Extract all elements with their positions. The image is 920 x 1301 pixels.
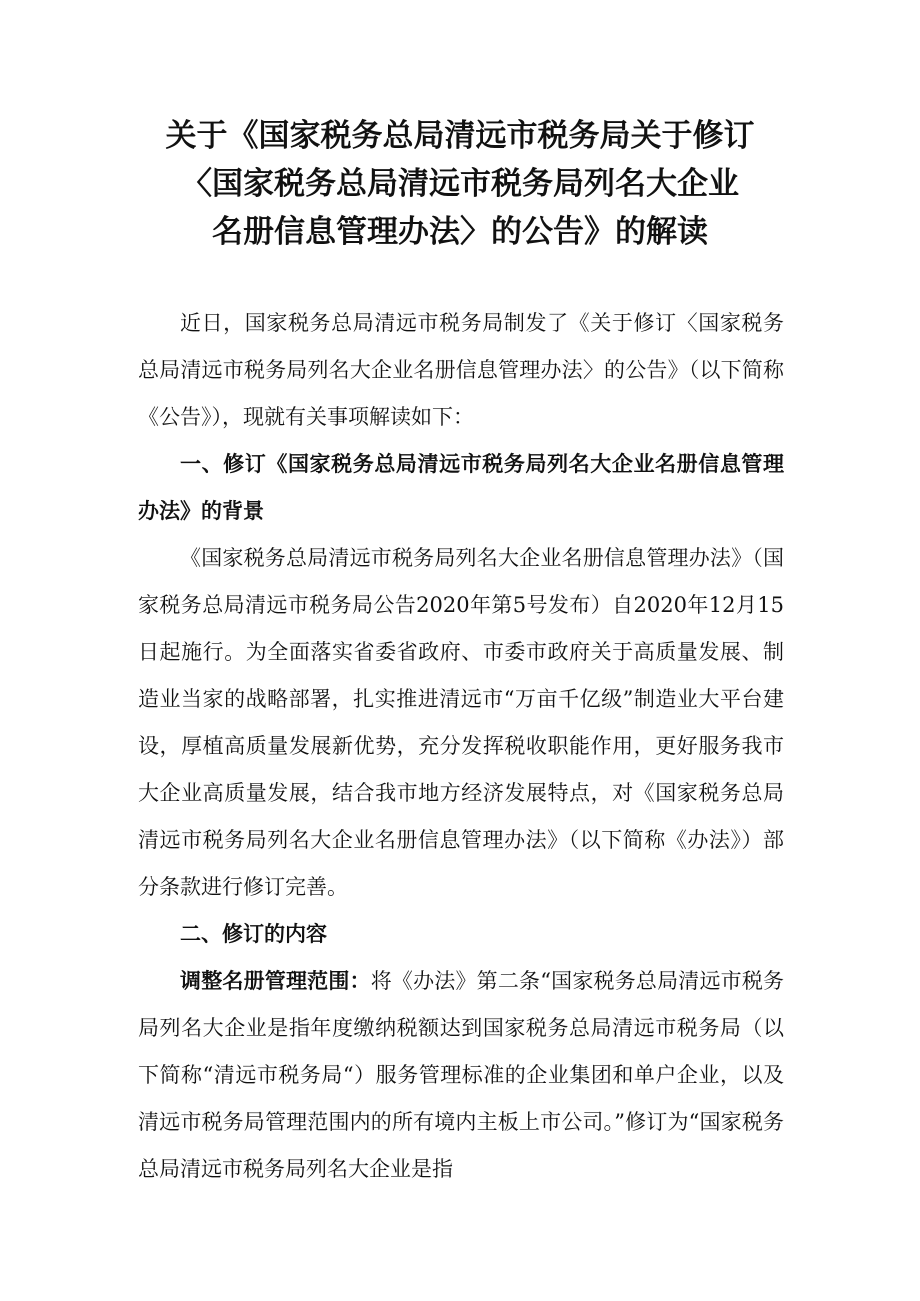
title-line-3: 名册信息管理办法〉的公告》的解读 — [212, 214, 708, 250]
section-1-heading: 一、修订《国家税务总局清远市税务局列名大企业名册信息管理办法》的背景 — [138, 452, 784, 523]
intro-paragraph: 近日，国家税务总局清远市税务局制发了《关于修订〈国家税务总局清远市税务局列名大企业名册信息管理办法〉的公告》（以下简称《公告》），现就有关事项解读如下： — [138, 311, 784, 429]
section-2-heading: 二、修订的内容 — [180, 922, 327, 946]
title-line-2: 〈国家税务总局清远市税务局列名大企业 — [181, 166, 739, 202]
section-1-paragraph: 《国家税务总局清远市税务局列名大企业名册信息管理办法》（国家税务总局清远市税务局公告2020年第5号发布）自2020年12月15日起施行。为全面落实省委省政府、市委市政府关于高质量发展、制造业当家的战略部署，扎实推进清远市“万亩千亿级”制造业大平台建设，厚植高质量发展新优势，充分发挥税收职能作用，更好服务我市大企业高质量发展，结合我市地方经济发展特点，对《国家税务总局清远市税务局列名大企业名册信息管理办法》（以下简称《办法》）部分条款进行修订完善。 — [138, 546, 784, 899]
section-2-text: 将《办法》第二条“国家税务总局清远市税务局列名大企业是指年度缴纳税额达到国家税务总局清远市税务局（以下简称“清远市税务局“）服务管理标准的企业集团和单户企业，以及清远市税务局管理范围内的所有境内主板上市公司。”修订为“国家税务总局清远市税务局列名大企业是指 — [138, 969, 785, 1181]
document-body — [138, 300, 784, 1193]
section-2-paragraph — [138, 958, 784, 1193]
title-line-1: 关于《国家税务总局清远市税务局关于修订 — [165, 118, 755, 154]
document-title — [120, 112, 800, 256]
section-2-lead: 调整名册管理范围： — [180, 969, 371, 993]
